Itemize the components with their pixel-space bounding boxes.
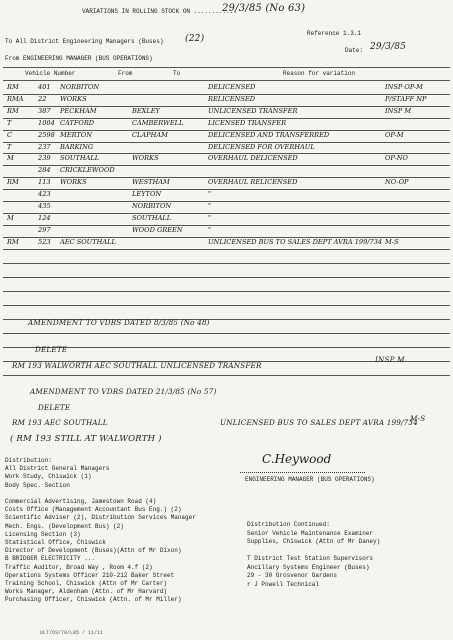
row-9-number: 423 [38, 190, 51, 199]
table-row-rule [3, 225, 450, 226]
row-12-to: WOOD GREEN [132, 225, 183, 234]
form-title: VARIATIONS IN ROLLING STOCK ON ............ [82, 8, 237, 15]
table-row-rule [3, 201, 450, 202]
row-9-reason: " [208, 190, 212, 199]
row-5-type: T [7, 142, 12, 151]
row-0-reason: DELICENSED [208, 83, 256, 91]
distribution-continued-item: 29 - 30 Grosvenor Gardens [247, 572, 338, 579]
blank-rule [3, 375, 450, 376]
row-5-from: BARKING [60, 142, 94, 151]
distribution-item: Body Spec. Section [5, 481, 70, 489]
row-8-type: RM [7, 178, 19, 187]
row-0-type: RM [7, 83, 19, 91]
row-8-number: 113 [38, 178, 51, 187]
distribution-continued-list [247, 521, 447, 589]
distribution-item [5, 490, 220, 498]
blank-rule [3, 263, 450, 264]
row-1-type: RMA [7, 94, 24, 103]
row-0-number: 401 [38, 83, 51, 91]
row-10-reason: " [208, 202, 212, 210]
row-3-type: T [7, 118, 12, 127]
amendment-1-action: DELETE [35, 345, 68, 354]
blank-rule [3, 277, 450, 278]
row-2-type: RM [7, 106, 19, 115]
distribution-item: Costs Office (Management Accountant Bus Eng.) (2) [5, 506, 182, 514]
row-13-number: 523 [38, 237, 51, 246]
row-2-number: 387 [38, 106, 51, 115]
walworth-note: ( RM 193 STILL AT WALWORTH ) [10, 434, 162, 444]
row-6-reason: OVERHAUL DELICENSED [208, 154, 298, 163]
row-4-reason: DELICENSED AND TRANSFERRED [208, 130, 330, 139]
col-header-from: From [118, 70, 133, 77]
row-6-number: 239 [38, 154, 51, 163]
row-8-auth: NO-OP [385, 178, 409, 187]
distribution-continued-item [247, 547, 447, 556]
row-8-to: WESTHAM [132, 178, 170, 187]
row-4-auth: OP-M [385, 130, 404, 139]
distribution-item: Work Study, Chiswick (1) [5, 473, 92, 481]
distribution-item: Works Manager, Aldenham (Attn. of Mr Harvard) [5, 588, 168, 596]
distribution-continued-item: T District Test Station Supervisors [247, 555, 374, 562]
row-10-to: NORBITON [132, 202, 172, 210]
row-3-to: CAMBERWELL [132, 118, 184, 127]
table-header-rule [3, 80, 450, 81]
col-header-reason: Reason for variation [283, 70, 356, 77]
row-9-to: LEYTON [132, 190, 162, 199]
row-6-to: WORKS [132, 154, 159, 163]
date-value: 29/3/85 [370, 42, 407, 52]
distribution-item: Purchasing Officer, Chiswick (Attn. of Mr Miller) [5, 596, 182, 604]
signature: C.Heywood [262, 452, 332, 466]
form-date: 29/3/85 (No 63) [222, 3, 306, 14]
distribution-list [5, 457, 220, 605]
row-10-number: 435 [38, 202, 51, 210]
date-label: Date: [345, 47, 364, 54]
distribution-item: Training School, Chiswick (Attn of Mr Carter) [5, 580, 168, 588]
row-13-type: RM [7, 237, 19, 246]
row-6-type: M [7, 154, 14, 163]
amendment-2-reason: UNLICENSED BUS TO SALES DEPT AVRA 199/734 [220, 418, 418, 427]
row-2-to: BEXLEY [132, 106, 160, 115]
amendment-1-heading: AMENDMENT TO VDRS DATED 8/3/85 (No 48) [28, 318, 210, 327]
footer-mark: ULT/O3/70/L85 / 11/11 [40, 630, 104, 636]
row-4-from: MERTON [60, 130, 92, 139]
distribution-item: Traffic Auditor, Broad Way , Room 4.f (2) [5, 563, 153, 571]
row-4-type: C [7, 130, 13, 139]
row-0-from: NORBITON [60, 83, 100, 91]
distribution-item: Licensing Section (3) [5, 530, 81, 538]
row-4-to: CLAPHAM [132, 130, 168, 139]
row-3-reason: LICENSED TRANSFER [208, 118, 287, 127]
row-2-auth: INSP M [385, 106, 412, 115]
row-3-from: CATFORD [60, 118, 95, 127]
distribution-item: Statistical Office, Chiswick [5, 539, 106, 547]
row-7-number: 284 [38, 166, 51, 175]
amendment-2-action: DELETE [38, 403, 71, 412]
signature-line [240, 472, 365, 473]
to-count: (22) [185, 34, 205, 44]
blank-rule [3, 305, 450, 306]
distribution-item: B BRIDGER ELECTRICITY ... [5, 555, 96, 563]
row-1-number: 22 [38, 94, 47, 103]
row-8-from: WORKS [60, 178, 87, 187]
from-line: From ENGINEERING MANAGER (BUS OPERATIONS) [5, 55, 153, 62]
to-line: To All District Engineering Managers (Buses) [5, 38, 164, 45]
distribution-continued-heading: Distribution Continued: [247, 521, 330, 528]
row-11-to: SOUTHALL [132, 213, 172, 222]
blank-rule [3, 333, 450, 334]
row-12-number: 297 [38, 225, 51, 234]
distribution-heading: Distribution: [5, 457, 52, 464]
row-1-from: WORKS [60, 94, 87, 103]
row-11-type: M [7, 213, 14, 222]
row-11-number: 124 [38, 213, 51, 222]
row-5-number: 237 [38, 142, 51, 151]
table-row-rule [3, 249, 450, 250]
col-header-to: To [173, 70, 181, 77]
row-1-auth: P/STAFF NP [385, 94, 427, 103]
distribution-item: Mech. Engs. (Development Bus) (2) [5, 522, 124, 530]
row-13-auth: M-S [385, 237, 399, 246]
distribution-item: Scientific Adviser (2), Distribution Services Manager [5, 514, 196, 522]
col-header-vehicle: Vehicle Number [25, 70, 76, 77]
row-1-reason: RELICENSED [208, 94, 256, 103]
signature-title: ENGINEERING MANAGER (BUS OPERATIONS) [245, 476, 375, 483]
blank-rule [3, 347, 450, 348]
amendment-2-auth: M-S [410, 414, 426, 423]
table-row-rule [3, 189, 450, 190]
row-2-reason: UNLICENSED TRANSFER [208, 106, 298, 115]
distribution-item: Operations Systems Officer 210-212 Baker Street [5, 571, 175, 579]
row-4-number: 2598 [38, 130, 55, 139]
distribution-item: Director of Development (Buses)(Attn of Mr Dixon) [5, 547, 182, 555]
row-13-from: AEC SOUTHALL [60, 237, 116, 246]
row-12-reason: " [208, 225, 212, 234]
row-0-auth: INSP OP-M [385, 83, 423, 91]
distribution-continued-item: Supplies, Chiswick (Attn of Mr Daney) [247, 538, 381, 545]
row-6-from: SOUTHALL [60, 154, 100, 163]
row-2-from: PECKHAM [60, 106, 97, 115]
row-3-number: 1004 [38, 118, 55, 127]
row-6-auth: OP-NO [385, 154, 408, 163]
blank-rule [3, 291, 450, 292]
amendment-1-line: RM 193 WALWORTH AEC SOUTHALL UNLICENSED TRANSFER [12, 361, 262, 370]
distribution-continued-item: r J Powell Technical [247, 580, 320, 588]
amendment-2-line: RM 193 AEC SOUTHALL [12, 418, 108, 427]
reference-label: Reference 1.3.1 [307, 30, 362, 37]
table-top-rule [3, 67, 450, 68]
amendment-2-heading: AMENDMENT TO VDRS DATED 21/3/85 (No 57) [30, 387, 217, 396]
amendment-1-auth: INSP M [375, 355, 405, 364]
distribution-continued-item: Ancillary Systems Engineer (Buses) [247, 563, 370, 571]
row-13-reason: UNLICENSED BUS TO SALES DEPT AVRA 199/734 [208, 237, 383, 246]
table-row-rule [3, 213, 450, 214]
row-7-from: CRICKLEWOOD [60, 166, 115, 175]
row-11-reason: " [208, 213, 212, 222]
distribution-item: Commercial Advertising, Jamestown Road (4) [5, 498, 157, 506]
distribution-continued-item: Senior Vehicle Maintenance Examiner [247, 529, 374, 537]
row-8-reason: OVERHAUL RELICENSED [208, 178, 298, 187]
row-5-reason: DELICENSED FOR OVERHAUL [208, 142, 315, 151]
distribution-item: All District General Managers [5, 465, 110, 473]
